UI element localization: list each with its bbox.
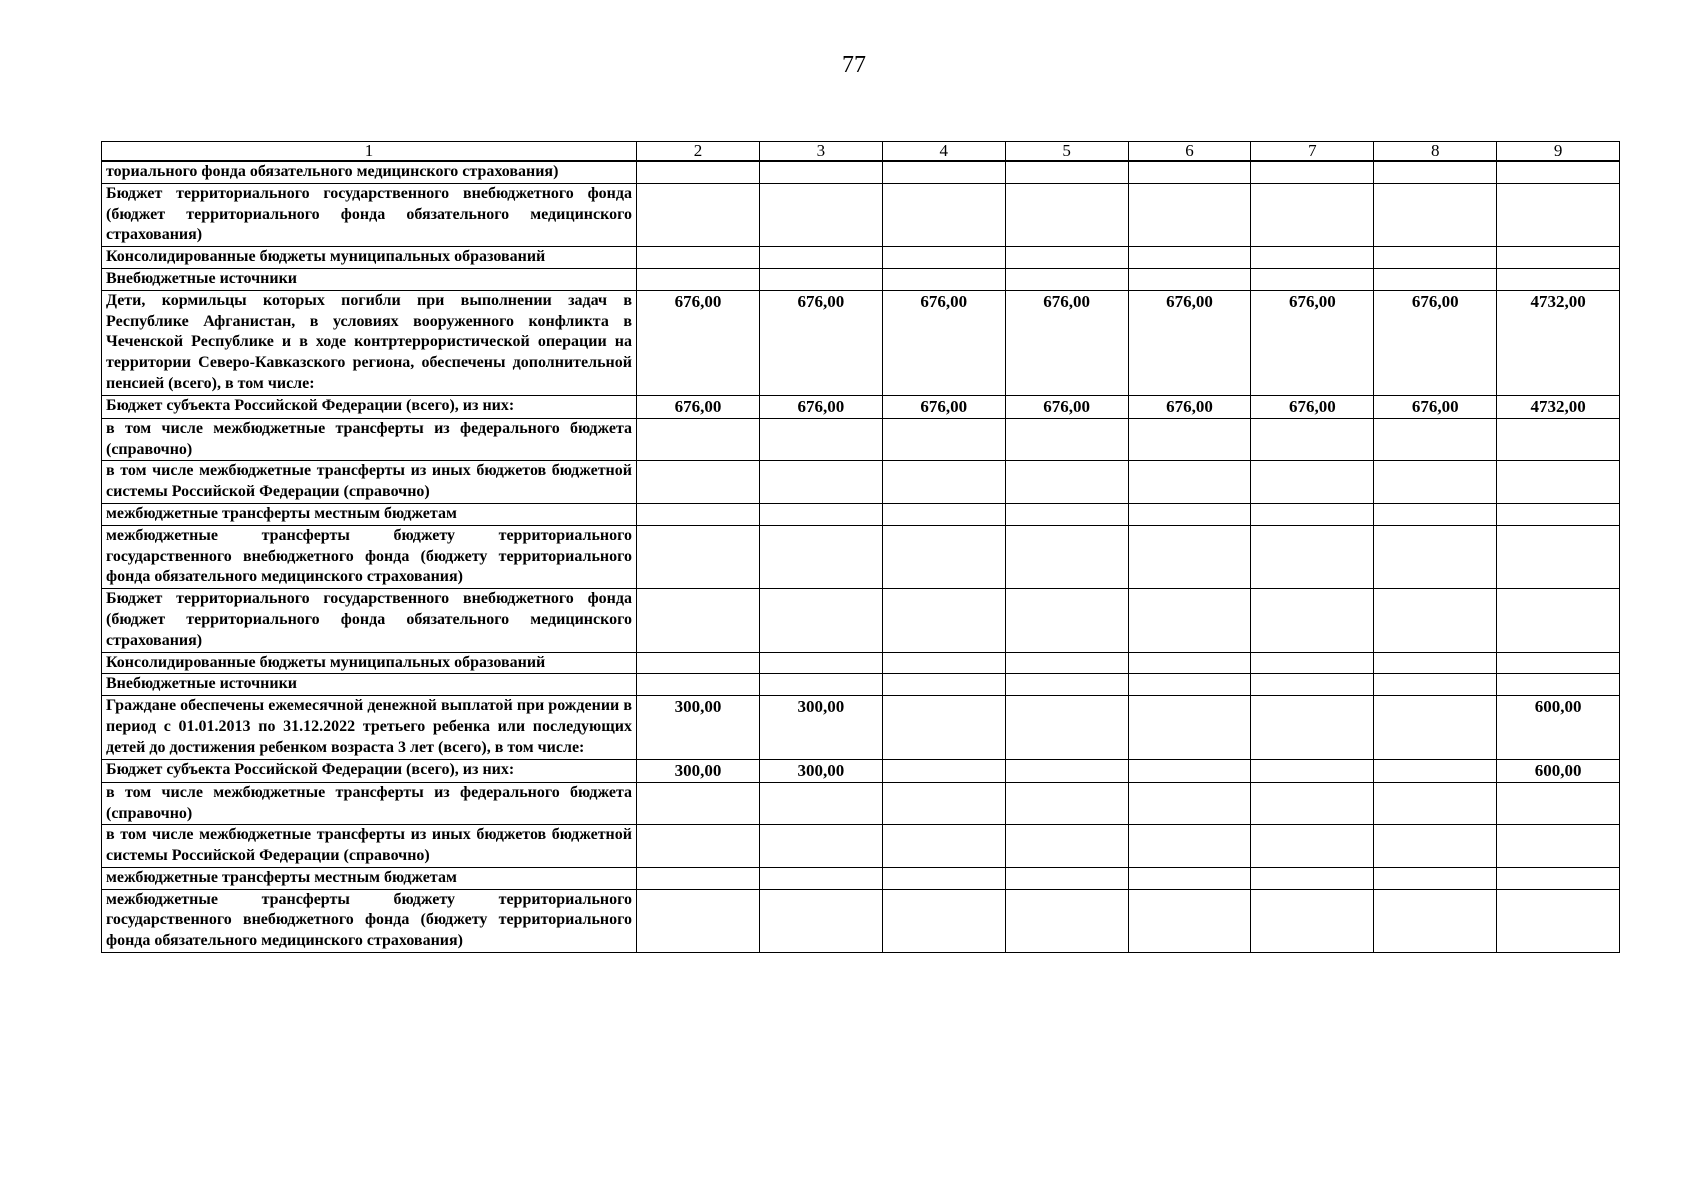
value-cell [759, 889, 882, 952]
table-row [102, 183, 1620, 246]
column-header: 5 [1005, 142, 1128, 162]
value-cell [882, 589, 1005, 652]
table-row [102, 418, 1620, 461]
value-cell [637, 161, 760, 183]
value-cell [1005, 696, 1128, 759]
value-cell [1251, 696, 1374, 759]
value-cell: 676,00 [1251, 395, 1374, 418]
value-cell [1374, 525, 1497, 588]
value-cell [1128, 674, 1251, 696]
value-cell [1005, 652, 1128, 674]
value-cell [1497, 183, 1620, 246]
value-cell [1374, 247, 1497, 269]
value-cell: 676,00 [637, 290, 760, 395]
value-cell [637, 183, 760, 246]
row-description: Бюджет субъекта Российской Федерации (всего), из них: [102, 759, 637, 782]
value-cell [1005, 461, 1128, 504]
value-cell [1251, 183, 1374, 246]
value-cell [1251, 268, 1374, 290]
value-cell [882, 525, 1005, 588]
value-cell [882, 782, 1005, 825]
row-description: межбюджетные трансферты бюджету территориального государственного внебюджетного фонда (бюджету территориального фонда обязательного медицинского страхования) [102, 889, 637, 952]
value-cell [637, 247, 760, 269]
value-cell [1128, 782, 1251, 825]
row-description: в том числе межбюджетные трансферты из иных бюджетов бюджетной системы Российской Федерации (справочно) [102, 461, 637, 504]
table-row [102, 759, 1620, 782]
value-cell [1374, 461, 1497, 504]
value-cell [1251, 247, 1374, 269]
row-description: межбюджетные трансферты бюджету территориального государственного внебюджетного фонда (бюджету территориального фонда обязательного медицинского страхования) [102, 525, 637, 588]
value-cell [882, 652, 1005, 674]
value-cell [637, 504, 760, 526]
page-number: 77 [842, 52, 866, 78]
row-description: в том числе межбюджетные трансферты из федерального бюджета (справочно) [102, 782, 637, 825]
value-cell [1374, 782, 1497, 825]
value-cell [759, 247, 882, 269]
row-description: Внебюджетные источники [102, 674, 637, 696]
value-cell [1005, 825, 1128, 868]
value-cell [882, 825, 1005, 868]
value-cell: 300,00 [637, 759, 760, 782]
value-cell [1005, 589, 1128, 652]
table-row [102, 247, 1620, 269]
table-row [102, 674, 1620, 696]
row-description: межбюджетные трансферты местным бюджетам [102, 504, 637, 526]
value-cell [759, 674, 882, 696]
value-cell [1497, 825, 1620, 868]
column-header: 7 [1251, 142, 1374, 162]
value-cell [1128, 268, 1251, 290]
value-cell [1128, 696, 1251, 759]
table-body [102, 161, 1620, 953]
column-header: 2 [637, 142, 760, 162]
value-cell [1497, 247, 1620, 269]
value-cell [759, 525, 882, 588]
value-cell [1497, 161, 1620, 183]
value-cell: 676,00 [759, 395, 882, 418]
value-cell [1374, 759, 1497, 782]
value-cell [637, 418, 760, 461]
value-cell [1497, 525, 1620, 588]
column-header: 4 [882, 142, 1005, 162]
value-cell: 676,00 [759, 290, 882, 395]
value-cell [1251, 161, 1374, 183]
value-cell [1251, 674, 1374, 696]
value-cell: 600,00 [1497, 696, 1620, 759]
value-cell [882, 247, 1005, 269]
value-cell [1128, 183, 1251, 246]
value-cell [1005, 161, 1128, 183]
value-cell [1128, 525, 1251, 588]
value-cell [637, 867, 760, 889]
value-cell [759, 825, 882, 868]
row-description: Внебюджетные источники [102, 268, 637, 290]
budget-table [101, 141, 1620, 953]
value-cell [1251, 525, 1374, 588]
value-cell [1374, 268, 1497, 290]
value-cell: 300,00 [759, 696, 882, 759]
value-cell [1497, 652, 1620, 674]
column-number-row [102, 142, 1620, 162]
value-cell [1374, 696, 1497, 759]
value-cell [1374, 867, 1497, 889]
value-cell [1251, 652, 1374, 674]
value-cell [1005, 504, 1128, 526]
value-cell: 4732,00 [1497, 290, 1620, 395]
value-cell [1005, 247, 1128, 269]
value-cell [1251, 867, 1374, 889]
value-cell [1374, 825, 1497, 868]
value-cell [1005, 759, 1128, 782]
table-row [102, 504, 1620, 526]
table-row [102, 782, 1620, 825]
value-cell: 300,00 [637, 696, 760, 759]
value-cell: 300,00 [759, 759, 882, 782]
value-cell [1128, 461, 1251, 504]
table-row [102, 652, 1620, 674]
row-description: Дети, кормильцы которых погибли при выполнении задач в Республике Афганистан, в условиях вооруженного конфликта в Чеченской Республике и в ходе контртеррористической операции на территории Северо-Кавказского региона, обеспечены дополнительной пенсией (всего), в том числе: [102, 290, 637, 395]
value-cell [1497, 589, 1620, 652]
value-cell [1374, 418, 1497, 461]
table-row [102, 161, 1620, 183]
value-cell [1005, 867, 1128, 889]
table-row [102, 461, 1620, 504]
value-cell [1251, 418, 1374, 461]
value-cell [1374, 674, 1497, 696]
value-cell: 676,00 [1374, 395, 1497, 418]
value-cell [1374, 183, 1497, 246]
value-cell [1251, 759, 1374, 782]
value-cell [1497, 418, 1620, 461]
column-header: 3 [759, 142, 882, 162]
value-cell [1251, 889, 1374, 952]
value-cell [1128, 652, 1251, 674]
row-description: Граждане обеспечены ежемесячной денежной выплатой при рождении в период с 01.01.2013 по 31.12.2022 третьего ребенка или последующих детей до достижения ребенком возраста 3 лет (всего), в том числе: [102, 696, 637, 759]
value-cell [1128, 504, 1251, 526]
value-cell: 676,00 [637, 395, 760, 418]
value-cell [759, 268, 882, 290]
value-cell [882, 161, 1005, 183]
value-cell [759, 504, 882, 526]
value-cell [882, 418, 1005, 461]
value-cell [1374, 161, 1497, 183]
value-cell [882, 696, 1005, 759]
value-cell [1374, 889, 1497, 952]
table-row [102, 696, 1620, 759]
value-cell: 676,00 [1251, 290, 1374, 395]
value-cell [759, 782, 882, 825]
value-cell [759, 161, 882, 183]
value-cell [1374, 652, 1497, 674]
table-row [102, 889, 1620, 952]
value-cell [1005, 889, 1128, 952]
table-row [102, 867, 1620, 889]
value-cell [1251, 782, 1374, 825]
value-cell [882, 183, 1005, 246]
table-row [102, 825, 1620, 868]
value-cell [637, 674, 760, 696]
value-cell: 676,00 [1374, 290, 1497, 395]
value-cell: 676,00 [1005, 395, 1128, 418]
value-cell [882, 867, 1005, 889]
table-row [102, 290, 1620, 395]
row-description: Бюджет субъекта Российской Федерации (всего), из них: [102, 395, 637, 418]
row-description: Бюджет территориального государственного внебюджетного фонда (бюджет территориального фонда обязательного медицинского страхования) [102, 183, 637, 246]
row-description: Консолидированные бюджеты муниципальных образований [102, 652, 637, 674]
value-cell: 676,00 [882, 395, 1005, 418]
value-cell [1128, 247, 1251, 269]
column-header: 8 [1374, 142, 1497, 162]
value-cell [882, 461, 1005, 504]
value-cell: 600,00 [1497, 759, 1620, 782]
value-cell [1005, 525, 1128, 588]
value-cell [1251, 504, 1374, 526]
value-cell: 676,00 [1128, 395, 1251, 418]
table-row [102, 268, 1620, 290]
value-cell [1497, 889, 1620, 952]
value-cell [882, 268, 1005, 290]
value-cell: 676,00 [1128, 290, 1251, 395]
value-cell: 676,00 [1005, 290, 1128, 395]
value-cell [637, 782, 760, 825]
value-cell [1128, 589, 1251, 652]
value-cell [637, 461, 760, 504]
value-cell [882, 759, 1005, 782]
value-cell [1128, 759, 1251, 782]
value-cell [1005, 183, 1128, 246]
value-cell [759, 589, 882, 652]
value-cell [1128, 825, 1251, 868]
value-cell [637, 889, 760, 952]
table-row [102, 525, 1620, 588]
value-cell [1005, 418, 1128, 461]
value-cell [1005, 268, 1128, 290]
table-row [102, 589, 1620, 652]
row-description: в том числе межбюджетные трансферты из федерального бюджета (справочно) [102, 418, 637, 461]
value-cell [1497, 674, 1620, 696]
value-cell [759, 183, 882, 246]
value-cell [1497, 461, 1620, 504]
value-cell [637, 589, 760, 652]
value-cell [637, 825, 760, 868]
value-cell [1251, 461, 1374, 504]
value-cell [1497, 268, 1620, 290]
row-description: межбюджетные трансферты местным бюджетам [102, 867, 637, 889]
row-description: в том числе межбюджетные трансферты из иных бюджетов бюджетной системы Российской Федерации (справочно) [102, 825, 637, 868]
value-cell [1251, 589, 1374, 652]
value-cell [637, 268, 760, 290]
value-cell [1374, 589, 1497, 652]
value-cell [882, 674, 1005, 696]
value-cell [637, 652, 760, 674]
row-description: ториального фонда обязательного медицинского страхования) [102, 161, 637, 183]
value-cell [1005, 674, 1128, 696]
value-cell [1128, 418, 1251, 461]
value-cell [759, 652, 882, 674]
value-cell [759, 418, 882, 461]
value-cell [882, 889, 1005, 952]
table-row [102, 395, 1620, 418]
value-cell: 676,00 [882, 290, 1005, 395]
value-cell [1251, 825, 1374, 868]
value-cell [1374, 504, 1497, 526]
column-header: 1 [102, 142, 637, 162]
value-cell [1497, 504, 1620, 526]
value-cell [882, 504, 1005, 526]
value-cell: 4732,00 [1497, 395, 1620, 418]
value-cell [1128, 161, 1251, 183]
value-cell [759, 867, 882, 889]
value-cell [1005, 782, 1128, 825]
value-cell [1128, 867, 1251, 889]
row-description: Консолидированные бюджеты муниципальных образований [102, 247, 637, 269]
value-cell [1128, 889, 1251, 952]
value-cell [637, 525, 760, 588]
value-cell [1497, 867, 1620, 889]
value-cell [1497, 782, 1620, 825]
column-header: 9 [1497, 142, 1620, 162]
row-description: Бюджет территориального государственного внебюджетного фонда (бюджет территориального фонда обязательного медицинского страхования) [102, 589, 637, 652]
value-cell [759, 461, 882, 504]
column-header: 6 [1128, 142, 1251, 162]
